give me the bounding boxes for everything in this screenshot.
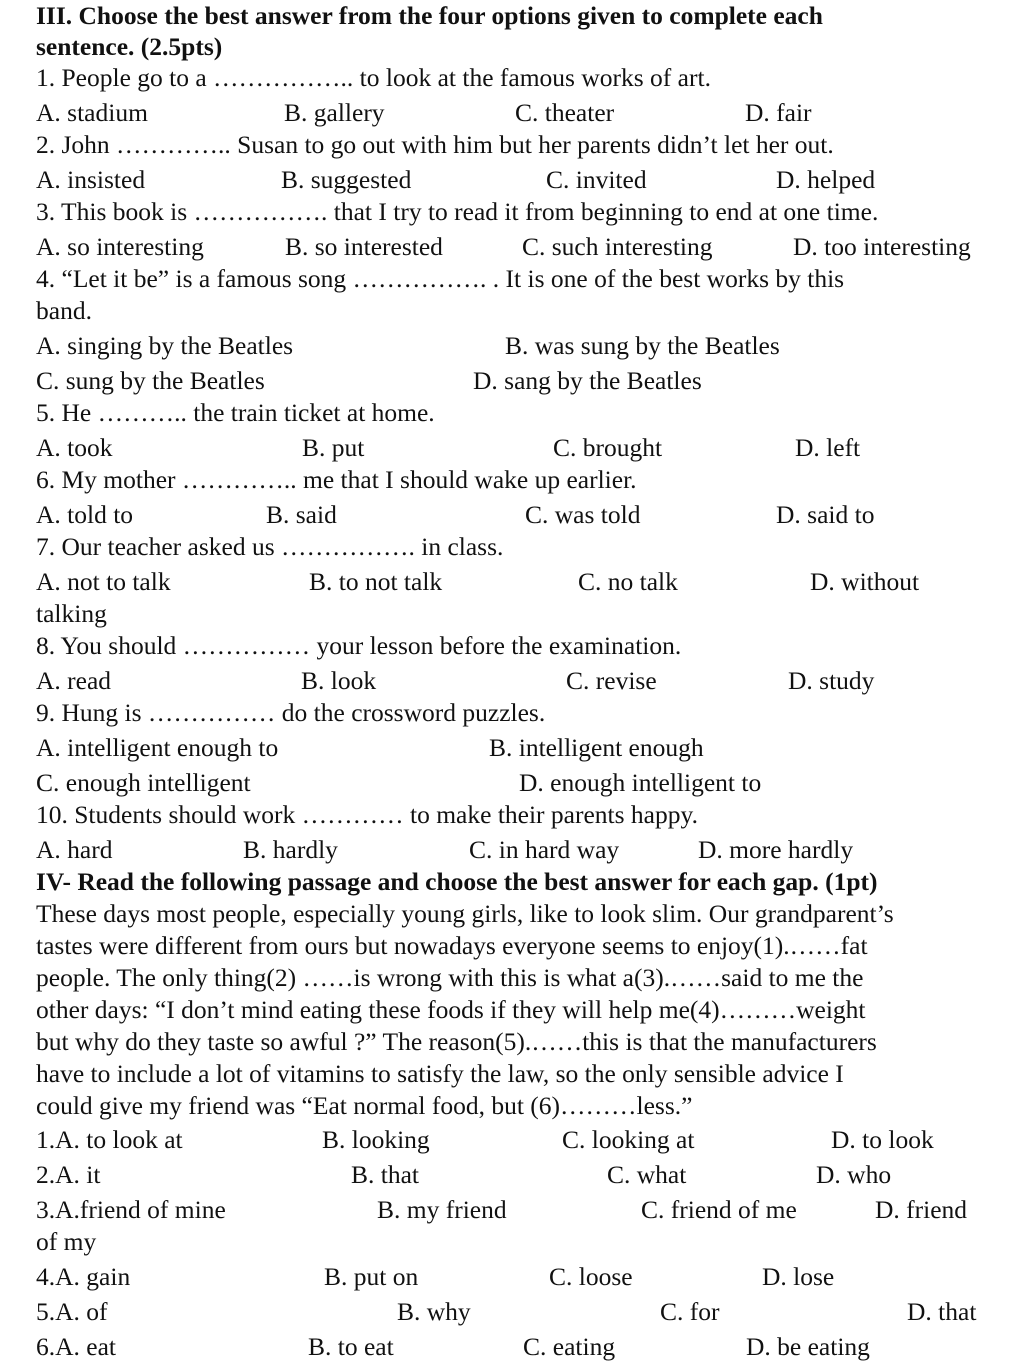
section-3-heading: III. Choose the best answer from the four options given to complete each: [36, 1, 823, 30]
gap-5-option-d[interactable]: D. that: [907, 1297, 977, 1326]
gap-1-option-b[interactable]: B. looking: [322, 1125, 430, 1154]
question-1-option-c[interactable]: C. theater: [515, 98, 615, 127]
question-7-option-d-cont[interactable]: talking: [36, 599, 107, 628]
gap-2-option-d[interactable]: D. who: [816, 1160, 892, 1189]
gap-5-option-c[interactable]: C. for: [660, 1297, 720, 1326]
question-1: 1. People go to a …………….. to look at the famous works of art.: [36, 63, 711, 92]
passage-line: people. The only thing(2) ……is wrong with this is what a(3).……said to me the: [36, 963, 864, 992]
question-8-option-a[interactable]: A. read: [36, 666, 112, 695]
question-7: 7. Our teacher asked us ……………. in class.: [36, 532, 504, 561]
question-9-option-a[interactable]: A. intelligent enough to: [36, 733, 279, 762]
gap-4-option-d[interactable]: D. lose: [762, 1262, 835, 1291]
question-7-option-a[interactable]: A. not to talk: [36, 567, 171, 596]
passage-line: These days most people, especially young girls, like to look slim. Our grandparent’s: [36, 899, 894, 928]
gap-2-option-c[interactable]: C. what: [607, 1160, 687, 1189]
question-1-option-d[interactable]: D. fair: [745, 98, 812, 127]
question-7-option-b[interactable]: B. to not talk: [309, 567, 443, 596]
gap-6-option-a[interactable]: 6.A. eat: [36, 1332, 117, 1361]
question-8: 8. You should …………… your lesson before the examination.: [36, 631, 682, 660]
question-8-option-c[interactable]: C. revise: [566, 666, 657, 695]
question-9-option-b[interactable]: B. intelligent enough: [489, 733, 704, 762]
question-9-option-d[interactable]: D. enough intelligent to: [519, 768, 762, 797]
question-5-option-a[interactable]: A. took: [36, 433, 113, 462]
gap-6-option-d[interactable]: D. be eating: [746, 1332, 870, 1361]
question-4-option-a[interactable]: A. singing by the Beatles: [36, 331, 294, 360]
section-3-heading-cont: sentence. (2.5pts): [36, 32, 223, 61]
passage-line: other days: “I don’t mind eating these foods if they will help me(4)………weight: [36, 995, 866, 1024]
question-4: 4. “Let it be” is a famous song ……………. . It is one of the best works by this: [36, 264, 845, 293]
question-2: 2. John ………….. Susan to go out with him but her parents didn’t let her out.: [36, 130, 834, 159]
question-6: 6. My mother ………….. me that I should wake up earlier.: [36, 465, 637, 494]
question-6-option-b[interactable]: B. said: [266, 500, 337, 529]
question-7-option-d[interactable]: D. without: [810, 567, 920, 596]
question-4-option-b[interactable]: B. was sung by the Beatles: [505, 331, 780, 360]
question-4-option-d[interactable]: D. sang by the Beatles: [473, 366, 702, 395]
question-10: 10. Students should work ………… to make their parents happy.: [36, 800, 698, 829]
question-9: 9. Hung is …………… do the crossword puzzles.: [36, 698, 546, 727]
gap-2-option-b[interactable]: B. that: [351, 1160, 419, 1189]
question-4-option-c[interactable]: C. sung by the Beatles: [36, 366, 265, 395]
question-7-option-c[interactable]: C. no talk: [578, 567, 678, 596]
question-1-option-b[interactable]: B. gallery: [284, 98, 385, 127]
question-5-option-b[interactable]: B. put: [302, 433, 365, 462]
question-5-option-c[interactable]: C. brought: [553, 433, 663, 462]
question-3-option-c[interactable]: C. such interesting: [522, 232, 713, 261]
passage-line: but why do they taste so awful ?” The reason(5).……this is that the manufacturers: [36, 1027, 877, 1056]
question-3: 3. This book is ……………. that I try to read it from beginning to end at one time.: [36, 197, 879, 226]
question-6-option-c[interactable]: C. was told: [525, 500, 641, 529]
gap-3-option-c[interactable]: C. friend of me: [641, 1195, 797, 1224]
passage-line: have to include a lot of vitamins to satisfy the law, so the only sensible advice I: [36, 1059, 844, 1088]
gap-1-option-a[interactable]: 1.A. to look at: [36, 1125, 183, 1154]
gap-4-option-c[interactable]: C. loose: [549, 1262, 633, 1291]
question-1-option-a[interactable]: A. stadium: [36, 98, 148, 127]
section-4-heading: IV- Read the following passage and choose the best answer for each gap. (1pt): [36, 867, 878, 896]
gap-6-option-c[interactable]: C. eating: [523, 1332, 616, 1361]
question-10-option-c[interactable]: C. in hard way: [469, 835, 620, 864]
question-2-option-d[interactable]: D. helped: [776, 165, 876, 194]
gap-3-option-a[interactable]: 3.A.friend of mine: [36, 1195, 226, 1224]
gap-5-option-a[interactable]: 5.A. of: [36, 1297, 108, 1326]
question-2-option-b[interactable]: B. suggested: [281, 165, 412, 194]
gap-1-option-d[interactable]: D. to look: [831, 1125, 934, 1154]
question-3-option-b[interactable]: B. so interested: [285, 232, 443, 261]
gap-3-option-d-cont[interactable]: of my: [36, 1227, 97, 1256]
question-8-option-d[interactable]: D. study: [788, 666, 875, 695]
question-5: 5. He ……….. the train ticket at home.: [36, 398, 435, 427]
question-10-option-d[interactable]: D. more hardly: [698, 835, 854, 864]
gap-5-option-b[interactable]: B. why: [397, 1297, 471, 1326]
question-8-option-b[interactable]: B. look: [301, 666, 377, 695]
gap-4-option-a[interactable]: 4.A. gain: [36, 1262, 131, 1291]
question-2-option-c[interactable]: C. invited: [546, 165, 647, 194]
question-5-option-d[interactable]: D. left: [795, 433, 861, 462]
question-3-option-d[interactable]: D. too interesting: [793, 232, 971, 261]
question-9-option-c[interactable]: C. enough intelligent: [36, 768, 251, 797]
question-10-option-b[interactable]: B. hardly: [243, 835, 338, 864]
question-6-option-a[interactable]: A. told to: [36, 500, 134, 529]
gap-4-option-b[interactable]: B. put on: [324, 1262, 419, 1291]
passage-line: tastes were different from ours but nowadays everyone seems to enjoy(1).……fat: [36, 931, 868, 960]
passage-line: could give my friend was “Eat normal food, but (6)………less.”: [36, 1091, 693, 1120]
question-6-option-d[interactable]: D. said to: [776, 500, 875, 529]
question-3-option-a[interactable]: A. so interesting: [36, 232, 204, 261]
question-2-option-a[interactable]: A. insisted: [36, 165, 146, 194]
gap-6-option-b[interactable]: B. to eat: [308, 1332, 394, 1361]
gap-3-option-d[interactable]: D. friend: [875, 1195, 968, 1224]
question-4-cont: band.: [36, 296, 92, 325]
gap-2-option-a[interactable]: 2.A. it: [36, 1160, 101, 1189]
gap-1-option-c[interactable]: C. looking at: [562, 1125, 695, 1154]
gap-3-option-b[interactable]: B. my friend: [377, 1195, 507, 1224]
question-10-option-a[interactable]: A. hard: [36, 835, 113, 864]
